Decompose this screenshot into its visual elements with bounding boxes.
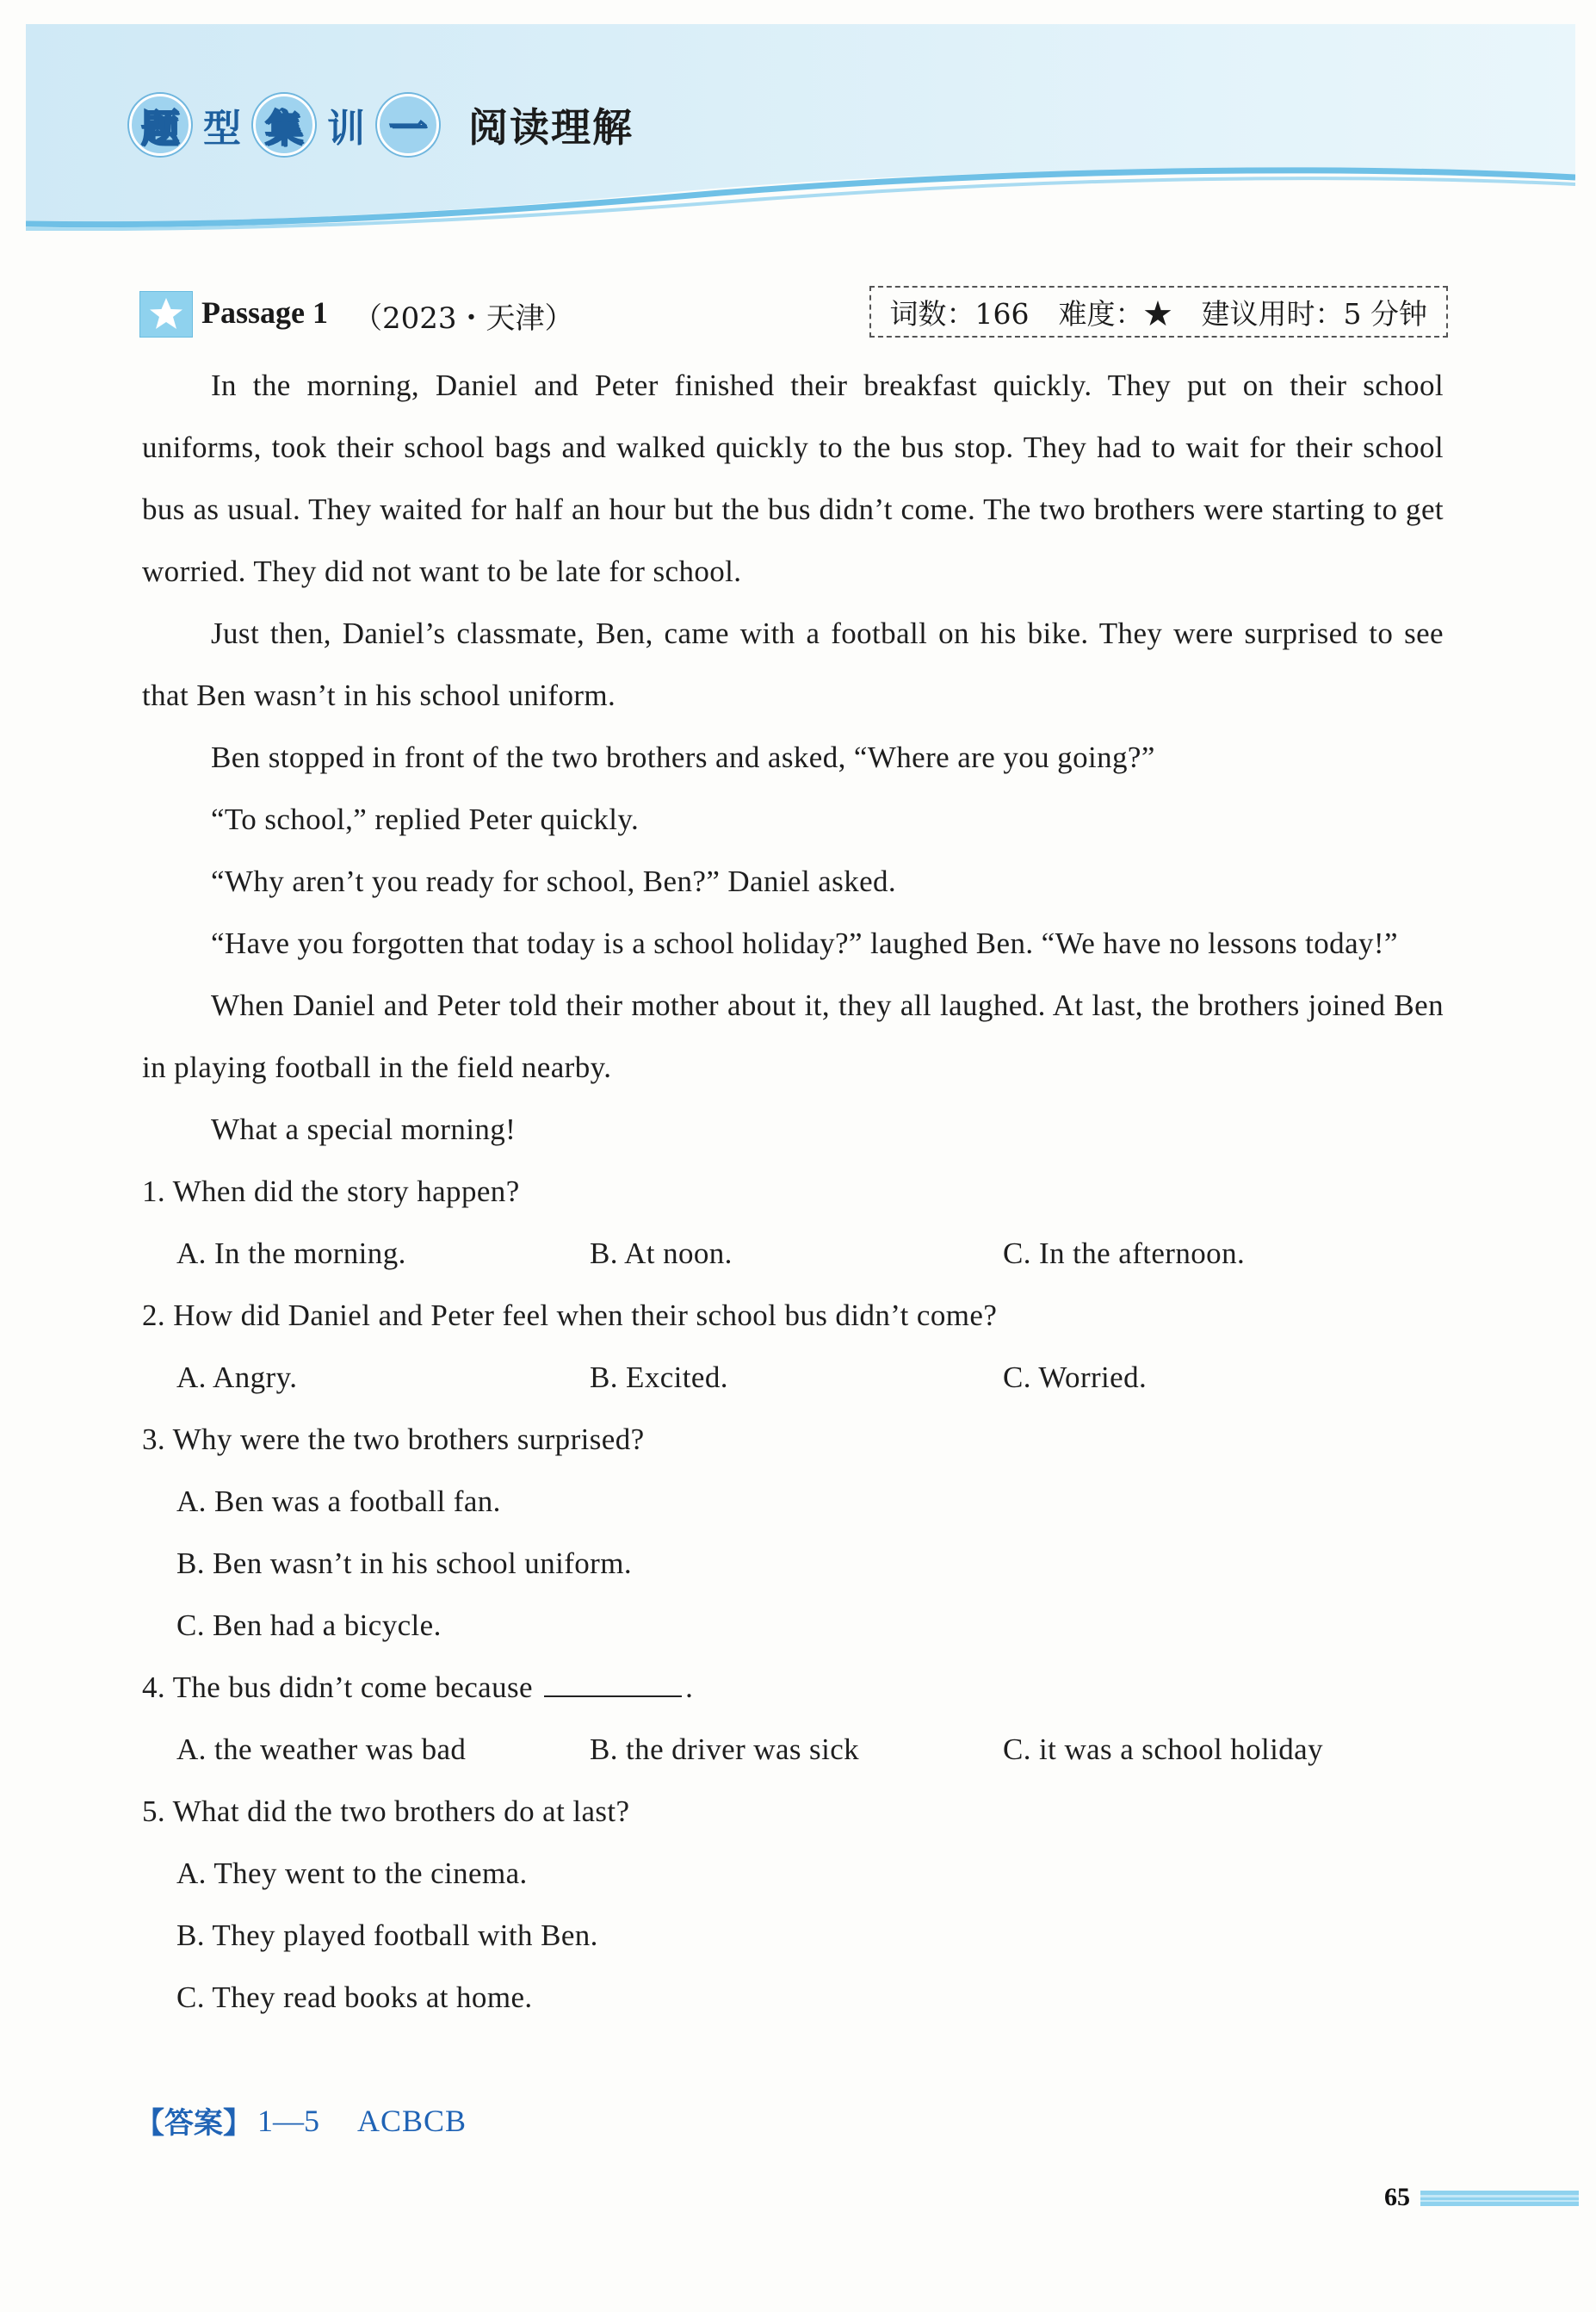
paragraph: What a special morning! (211, 1113, 517, 1146)
series-char-4: 训 (327, 107, 365, 151)
passage-header (139, 286, 1448, 339)
question-options (142, 1719, 1444, 1781)
option-a: A. They went to the cinema. (176, 1856, 528, 1890)
passage-star-badge (139, 291, 193, 338)
option-b: B. Excited. (590, 1361, 728, 1394)
series-char-1: 题 (129, 94, 191, 156)
question-stem: 2. How did Daniel and Peter feel when their school bus didn’t come? (142, 1299, 998, 1332)
paragraph: In the morning, Daniel and Peter finished their breakfast quickly. They put on their school uniforms, took their school bags and walked quickly to the bus stop. They had to wait for their school bus as usual. They waited for half an hour but the bus didn’t come. The two brothers were starting to get worried. They did not want to be late for school. (142, 369, 1444, 588)
series-number: 一 (377, 94, 439, 156)
paragraph: “Why aren’t you ready for school, Ben?” Daniel asked. (211, 865, 897, 898)
page-number-bar (1420, 2187, 1579, 2210)
question-stem: 5. What did the two brothers do at last? (142, 1794, 630, 1828)
option-a: A. Angry. (176, 1361, 298, 1394)
series-char-3: 集 (253, 94, 315, 156)
answer-tag: 【答案】 (135, 2106, 252, 2141)
option-b: B. Ben wasn’t in his school uniform. (176, 1546, 633, 1580)
section-topic: 阅读理解 (468, 104, 634, 151)
suggested-time: 建议用时：5 分钟 (1201, 296, 1427, 331)
header-banner (26, 24, 1575, 231)
passage-stats-box (869, 286, 1449, 338)
option-b: B. the driver was sick (590, 1732, 860, 1766)
series-title (129, 95, 634, 155)
paragraph: “To school,” replied Peter quickly. (211, 803, 640, 836)
question-stem: 3. Why were the two brothers surprised? (142, 1423, 645, 1456)
option-c: C. They read books at home. (176, 1980, 533, 2014)
answer-range: 1—5 (257, 2103, 319, 2138)
passage-source: （2023・天津） (353, 301, 574, 336)
answer-key (135, 2099, 467, 2142)
option-b: B. They played football with Ben. (176, 1918, 598, 1952)
option-c: C. it was a school holiday (1003, 1732, 1324, 1766)
passage-label: Passage 1 (201, 295, 328, 330)
option-b: B. At noon. (590, 1237, 733, 1270)
question-stem-end: . (685, 1670, 694, 1704)
paragraph: Just then, Daniel’s classmate, Ben, came with a football on his bike. They were surprised to see that Ben wasn’t in his school uniform. (142, 617, 1444, 712)
option-c: C. Ben had a bicycle. (176, 1608, 442, 1642)
paragraph: “Have you forgotten that today is a school holiday?” laughed Ben. “We have no lessons today!” (211, 927, 1398, 960)
star-icon (147, 295, 185, 333)
option-a: A. Ben was a football fan. (176, 1485, 501, 1518)
difficulty: 难度：★ (1058, 296, 1172, 331)
answer-keys: ACBCB (357, 2103, 467, 2138)
answer-blank (544, 1666, 682, 1697)
word-count: 词数：166 (889, 296, 1030, 331)
page-number: 65 (1384, 2183, 1410, 2211)
paragraph: Ben stopped in front of the two brothers and asked, “Where are you going?” (211, 741, 1155, 774)
question-stem-text: 4. The bus didn’t come because (142, 1670, 533, 1704)
question-stem (142, 1657, 1444, 1719)
option-c: C. In the afternoon. (1003, 1237, 1246, 1270)
question-options (142, 1347, 1444, 1409)
series-char-2: 型 (203, 107, 241, 151)
question-stem: 1. When did the story happen? (142, 1175, 520, 1208)
option-a: A. the weather was bad (176, 1732, 467, 1766)
option-a: A. In the morning. (176, 1237, 406, 1270)
passage-body (142, 355, 1444, 2029)
option-c: C. Worried. (1003, 1361, 1148, 1394)
question-options (142, 1223, 1444, 1285)
paragraph: When Daniel and Peter told their mother about it, they all laughed. At last, the brothers joined Ben in playing football in the field nearby. (142, 989, 1444, 1084)
